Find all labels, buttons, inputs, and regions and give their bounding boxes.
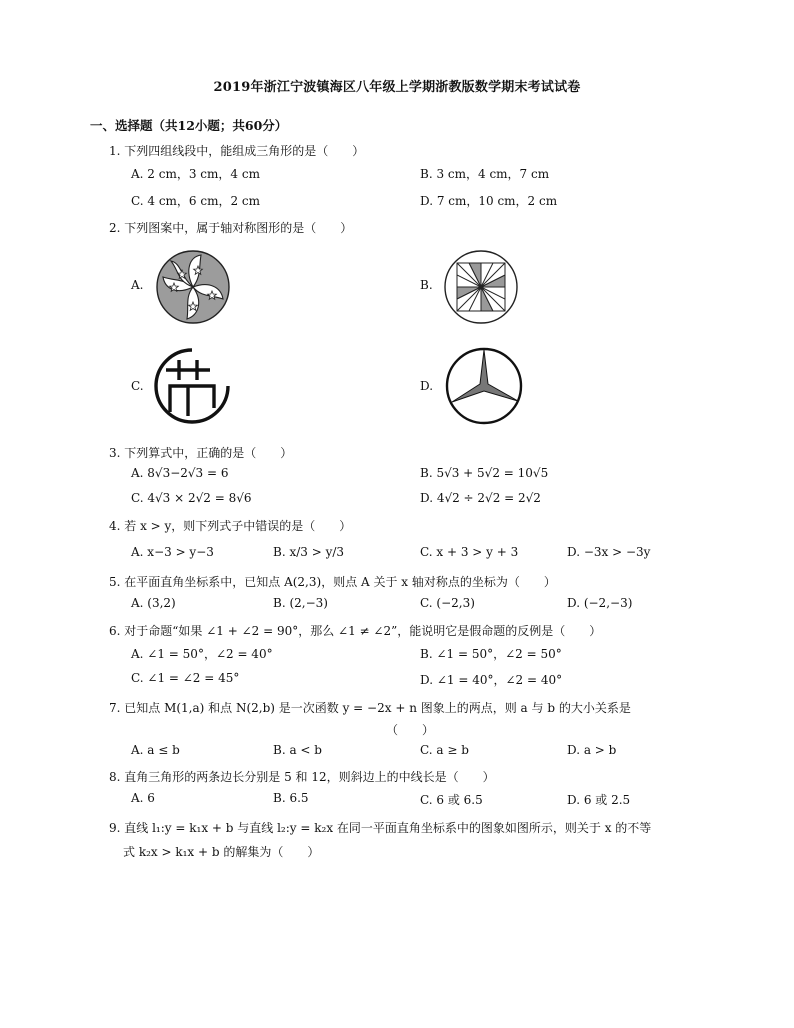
page-title: 2019年浙江宁波镇海区八年级上学期浙教版数学期末考试试卷	[213, 80, 581, 95]
question-5-stem: 5. 在平面直角坐标系中，已知点 A(2,3)，则点 A 关于 x 轴对称点的坐标为（ ）	[109, 575, 556, 589]
question-9-stem-continued: 式 k₂x > k₁x + b 的解集为（ ）	[123, 845, 320, 859]
question-6-option-b[interactable]: B. ∠1 = 50°，∠2 = 50°	[420, 647, 562, 661]
question-1-option-b[interactable]: B. 3 cm，4 cm，7 cm	[420, 167, 550, 181]
question-2-option-a[interactable]: A.	[131, 278, 144, 292]
section-heading: 一、选择题（共12小题；共60分）	[90, 118, 288, 133]
question-7-stem: 7. 已知点 M(1,a) 和点 N(2,b) 是一次函数 y = −2x + n 图象上的两点，则 a 与 b 的大小关系是	[109, 701, 631, 715]
question-2-option-c[interactable]: C.	[131, 379, 144, 393]
question-4-option-a[interactable]: A. x−3 > y−3	[131, 545, 214, 559]
question-6-option-c[interactable]: C. ∠1 = ∠2 = 45°	[131, 671, 240, 685]
question-8-stem: 8. 直角三角形的两条边长分别是 5 和 12，则斜边上的中线长是（ ）	[109, 770, 495, 784]
question-6-option-d[interactable]: D. ∠1 = 40°，∠2 = 40°	[420, 673, 563, 687]
bauhinia-flower-icon	[155, 249, 231, 325]
question-2-stem: 2. 下列图案中，属于轴对称图形的是（ ）	[109, 221, 353, 235]
question-4-stem: 4. 若 x > y，则下列式子中错误的是（ ）	[109, 519, 352, 533]
question-1-option-d[interactable]: D. 7 cm，10 cm，2 cm	[420, 194, 558, 208]
question-2-option-b[interactable]: B.	[420, 278, 433, 292]
question-2-option-d[interactable]: D.	[420, 379, 434, 393]
question-3-option-c[interactable]: C. 4√3 × 2√2 = 8√6	[131, 491, 252, 505]
question-6-stem: 6. 对于命题“如果 ∠1 + ∠2 = 90°，那么 ∠1 ≠ ∠2”，能说明它是假命题的反例是（ ）	[109, 624, 602, 638]
question-3-option-d[interactable]: D. 4√2 ÷ 2√2 = 2√2	[420, 491, 541, 505]
question-4-option-d[interactable]: D. −3x > −3y	[567, 545, 651, 559]
question-5-option-c[interactable]: C. (−2,3)	[420, 596, 475, 610]
question-4-option-c[interactable]: C. x + 3 > y + 3	[420, 545, 519, 559]
question-5-option-b[interactable]: B. (2,−3)	[273, 596, 328, 610]
question-7-option-c[interactable]: C. a ≥ b	[420, 743, 469, 757]
question-3-option-a[interactable]: A. 8√3−2√3 = 6	[131, 466, 229, 480]
three-pointed-star-icon	[444, 346, 524, 426]
question-1-stem: 1. 下列四组线段中，能组成三角形的是（ ）	[109, 144, 365, 158]
pinwheel-icon	[443, 249, 519, 325]
question-6-option-a[interactable]: A. ∠1 = 50°，∠2 = 40°	[131, 647, 273, 661]
question-8-option-a[interactable]: A. 6	[131, 791, 155, 805]
question-9-stem: 9. 直线 l₁:y = k₁x + b 与直线 l₂:y = k₂x 在同一平面直角坐标系中的图象如图所示，则关于 x 的不等	[109, 821, 652, 835]
question-8-option-c[interactable]: C. 6 或 6.5	[420, 793, 483, 807]
question-3-option-b[interactable]: B. 5√3 + 5√2 = 10√5	[420, 466, 549, 480]
question-7-option-d[interactable]: D. a > b	[567, 743, 617, 757]
question-5-option-a[interactable]: A. (3,2)	[131, 596, 176, 610]
chinese-character-circle-icon	[152, 346, 232, 426]
question-1-option-c[interactable]: C. 4 cm，6 cm，2 cm	[131, 194, 261, 208]
question-7-answer-blank: （ ）	[386, 723, 435, 737]
question-3-stem: 3. 下列算式中，正确的是（ ）	[109, 446, 293, 460]
question-8-option-d[interactable]: D. 6 或 2.5	[567, 793, 631, 807]
question-8-option-b[interactable]: B. 6.5	[273, 791, 309, 805]
question-4-option-b[interactable]: B. x/3 > y/3	[273, 545, 345, 559]
question-7-option-b[interactable]: B. a < b	[273, 743, 322, 757]
question-7-option-a[interactable]: A. a ≤ b	[131, 743, 180, 757]
question-5-option-d[interactable]: D. (−2,−3)	[567, 596, 633, 610]
question-1-option-a[interactable]: A. 2 cm，3 cm，4 cm	[131, 167, 260, 181]
